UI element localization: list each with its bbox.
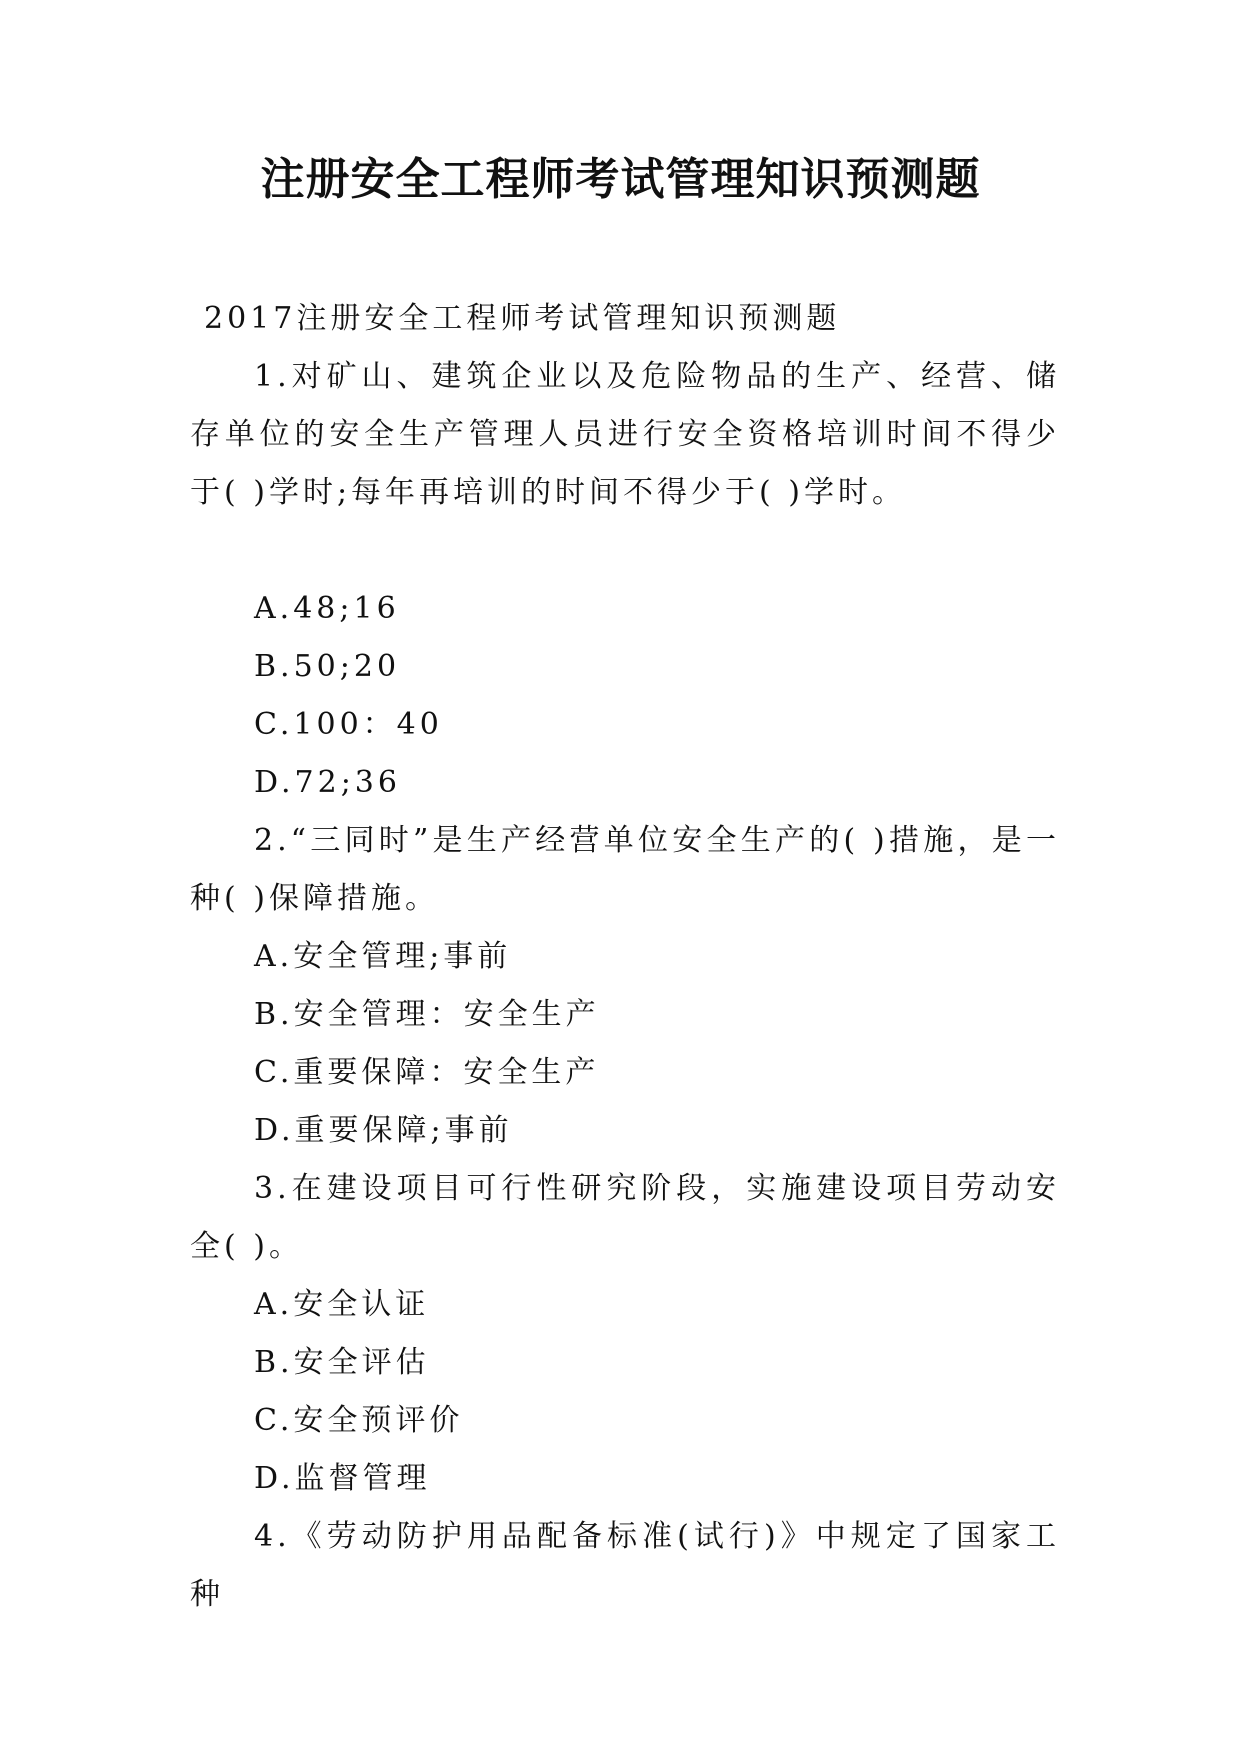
- question-3-text: 3.在建设项目可行性研究阶段，实施建设项目劳动安全( )。: [190, 1171, 1060, 1264]
- question-3-option-c: C.安全预评价: [254, 1403, 464, 1438]
- document-subtitle: 2017注册安全工程师考试管理知识预测题: [204, 301, 841, 336]
- question-3-option-b: B.安全评估: [254, 1345, 430, 1380]
- question-1-option-b: B.50;20: [254, 649, 401, 684]
- question-2-option-c: C.重要保障：安全生产: [254, 1055, 600, 1090]
- question-3-option-d: D.监督管理: [254, 1461, 431, 1496]
- question-4-text: 4.《劳动防护用品配备标准(试行)》中规定了国家工种: [190, 1519, 1060, 1612]
- question-2-option-d: D.重要保障;事前: [254, 1113, 513, 1148]
- question-2-text: 2.“三同时”是生产经营单位安全生产的( )措施，是一种( )保障措施。: [190, 823, 1060, 916]
- question-3-option-a: A.安全认证: [254, 1287, 430, 1322]
- document-body: [190, 290, 1060, 1624]
- question-2-option-b: B.安全管理：安全生产: [254, 997, 600, 1032]
- blank-line: [190, 522, 1060, 580]
- question-1-option-a: A.48;16: [254, 591, 400, 626]
- question-1-text: 1.对矿山、建筑企业以及危险物品的生产、经营、储存单位的安全生产管理人员进行安全资格培训时间不得少于( )学时;每年再培训的时间不得少于( )学时。: [190, 359, 1060, 510]
- question-1-option-d: D.72;36: [254, 765, 401, 800]
- question-1-option-c: C.100：40: [254, 707, 443, 742]
- document-title: 注册安全工程师考试管理知识预测题: [260, 154, 981, 205]
- question-2-option-a: A.安全管理;事前: [254, 939, 512, 974]
